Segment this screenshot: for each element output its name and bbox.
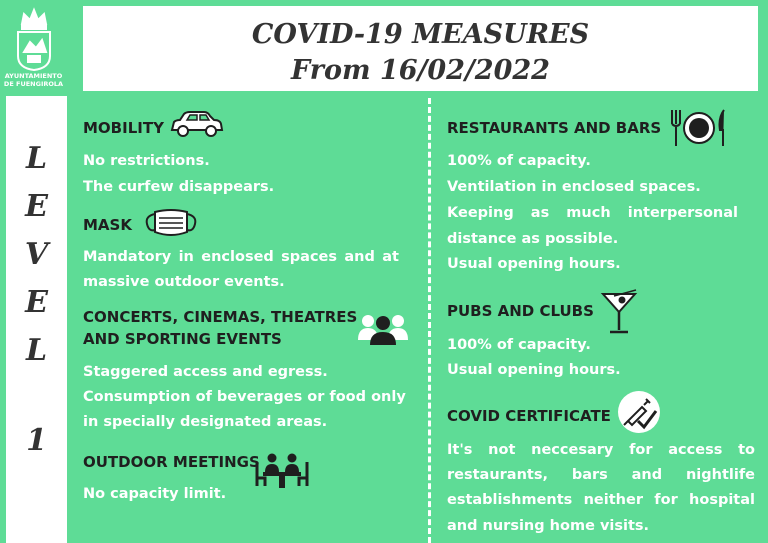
- concerts-line: Consumption of beverages or food only: [83, 389, 406, 405]
- covid-certificate-line: It's not neccesary for access to: [447, 442, 755, 458]
- pubs-line: 100% of capacity.: [447, 337, 591, 353]
- restaurants-heading: RESTAURANTS AND BARS: [447, 119, 662, 137]
- covid-certificate-heading: COVID CERTIFICATE: [447, 407, 611, 425]
- vaccine-check-icon: [616, 389, 662, 435]
- mask-heading: MASK: [83, 216, 132, 234]
- logo-text-line2: DE FUENGIROLA: [3, 80, 64, 88]
- pubs-heading: PUBS AND CLUBS: [447, 302, 594, 320]
- meeting-table-icon: [255, 452, 309, 490]
- restaurants-line: 100% of capacity.: [447, 153, 591, 169]
- level-letter-v: V: [24, 237, 49, 272]
- plate-cutlery-icon: [668, 108, 730, 148]
- mask-line: Mandatory in enclosed spaces and at: [83, 249, 399, 265]
- level-letter-l: L: [25, 141, 48, 176]
- mobility-line: No restrictions.: [83, 153, 210, 169]
- page-title: COVID-19 MEASURES: [251, 19, 590, 50]
- outdoor-meetings-heading: OUTDOOR MEETINGS: [83, 453, 260, 471]
- level-letter-l2: L: [25, 333, 48, 368]
- mobility-line: The curfew disappears.: [83, 179, 275, 195]
- face-mask-icon: [143, 206, 199, 240]
- column-divider: [428, 98, 431, 543]
- concerts-line: Staggered access and egress.: [83, 364, 328, 380]
- level-letter-e2: E: [25, 285, 48, 320]
- level-number: 1: [26, 423, 47, 458]
- mask-line: massive outdoor events.: [83, 274, 285, 290]
- covid-certificate-line: and nursing home visits.: [447, 518, 650, 534]
- cocktail-glass-icon: [600, 288, 640, 336]
- pubs-line: Usual opening hours.: [447, 362, 621, 378]
- restaurants-line: Ventilation in enclosed spaces.: [447, 179, 701, 195]
- logo-text-line1: AYUNTAMIENTO: [4, 72, 63, 80]
- car-icon: [168, 110, 224, 140]
- concerts-line: in specially designated areas.: [83, 414, 328, 430]
- restaurants-line: distance as possible.: [447, 231, 619, 247]
- concerts-heading: CONCERTS, CINEMAS, THEATRES: [83, 308, 358, 326]
- restaurants-line: Keeping as much interpersonal: [447, 205, 738, 221]
- mobility-heading: MOBILITY: [83, 119, 164, 137]
- level-letter-e: E: [25, 189, 48, 224]
- restaurants-line: Usual opening hours.: [447, 256, 621, 272]
- outdoor-meetings-line: No capacity limit.: [83, 486, 227, 502]
- page-subtitle-date: From 16/02/2022: [291, 55, 550, 86]
- audience-icon: [356, 310, 410, 346]
- covid-certificate-line: establishments neither for hospital: [447, 492, 755, 508]
- covid-certificate-line: restaurants, bars and nightlife: [447, 467, 755, 483]
- concerts-heading-line2: AND SPORTING EVENTS: [83, 330, 282, 348]
